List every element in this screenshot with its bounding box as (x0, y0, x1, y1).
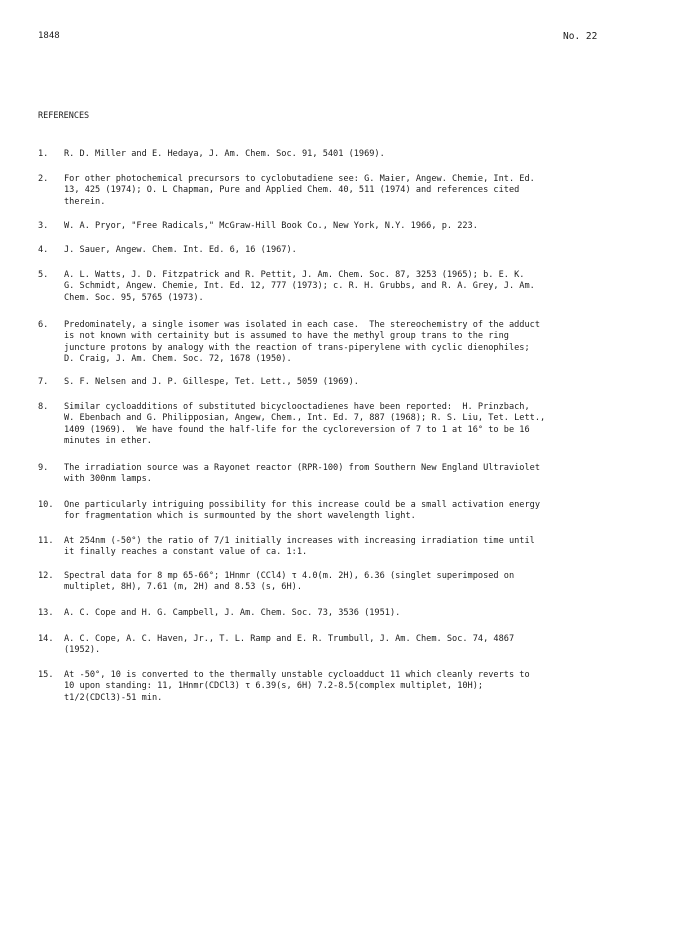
reference-text (64, 571, 638, 594)
reference-number: 7. (38, 377, 49, 387)
reference-text (64, 377, 638, 388)
reference-item (38, 670, 638, 704)
reference-line: is not known with certainity but is assumed to have the methyl group trans to the ring (64, 331, 509, 342)
reference-line: G. Schmidt, Angew. Chemie, Int. Ed. 12, 777 (1973); c. R. H. Grubbs, and R. A. Grey, J. Am. (64, 281, 535, 292)
reference-number: 11. (38, 536, 54, 546)
reference-text (64, 536, 638, 559)
reference-item (38, 608, 638, 619)
reference-number: 14. (38, 634, 54, 644)
reference-number: 9. (38, 463, 49, 473)
reference-line: J. Sauer, Angew. Chem. Int. Ed. 6, 16 (1967). (64, 245, 297, 255)
reference-line: it finally reaches a constant value of ca. 1:1. (64, 547, 308, 558)
reference-line: 1409 (1969). We have found the half-life for the cycloreversion of 7 to 1 at 16° to be 16 (64, 424, 530, 435)
reference-line: W. Ebenbach and G. Philipposian, Angew, Chem., Int. Ed. 7, 887 (1968); R. S. Liu, Tet. Lett., (64, 413, 546, 424)
reference-text (64, 174, 638, 208)
references-heading: REFERENCES (38, 111, 90, 121)
reference-line: 13, 425 (1974); O. L Chapman, Pure and Applied Chem. 40, 511 (1974) and references cited (64, 185, 520, 196)
reference-line: S. F. Nelsen and J. P. Gillespe, Tet. Lett., 5059 (1969). (64, 377, 359, 387)
reference-line: A. L. Watts, J. D. Fitzpatrick and R. Pettit, J. Am. Chem. Soc. 87, 3253 (1965); b. E. K. (64, 270, 525, 280)
reference-line: (1952). (64, 645, 101, 656)
reference-line: with 300nm lamps. (64, 474, 152, 485)
reference-item (38, 221, 638, 232)
reference-text (64, 149, 638, 160)
reference-item (38, 149, 638, 160)
reference-text (64, 500, 638, 523)
reference-item (38, 320, 638, 366)
reference-line: For other photochemical precursors to cyclobutadiene see: G. Maier, Angew. Chemie, Int. Ed. (64, 174, 535, 184)
reference-number: 13. (38, 608, 54, 618)
reference-text (64, 608, 638, 619)
page-number: 1848 (38, 31, 60, 41)
reference-line: minutes in ether. (64, 436, 152, 447)
reference-item (38, 377, 638, 388)
reference-text (64, 245, 638, 256)
reference-line: Chem. Soc. 95, 5765 (1973). (64, 292, 204, 303)
reference-line: Predominately, a single isomer was isolated in each case. The stereochemistry of the adduct (64, 320, 540, 330)
reference-text (64, 670, 638, 704)
reference-line: At 254nm (-50°) the ratio of 7/1 initially increases with increasing irradiation time until (64, 536, 535, 546)
reference-line: At -50°, 10 is converted to the thermally unstable cycloadduct 11 which cleanly reverts to (64, 670, 530, 680)
reference-item (38, 500, 638, 523)
reference-line: Similar cycloadditions of substituted bicyclooctadienes have been reported: H. Prinzbach, (64, 402, 530, 412)
reference-line: R. D. Miller and E. Hedaya, J. Am. Chem. Soc. 91, 5401 (1969). (64, 149, 385, 159)
reference-number: 5. (38, 270, 49, 280)
reference-text (64, 270, 638, 304)
reference-text (64, 634, 638, 657)
reference-item (38, 174, 638, 208)
reference-text (64, 221, 638, 232)
reference-item (38, 245, 638, 256)
reference-item (38, 270, 638, 304)
reference-line: for fragmentation which is surmounted by the short wavelength light. (64, 511, 416, 522)
reference-line: D. Craig, J. Am. Chem. Soc. 72, 1678 (1950). (64, 354, 292, 365)
reference-number: 10. (38, 500, 54, 510)
reference-line: A. C. Cope, A. C. Haven, Jr., T. L. Ramp and E. R. Trumbull, J. Am. Chem. Soc. 74, 4867 (64, 634, 515, 644)
reference-line: multiplet, 8H), 7.61 (m, 2H) and 8.53 (s, 6H). (64, 582, 302, 593)
reference-number: 8. (38, 402, 49, 412)
reference-item (38, 536, 638, 559)
reference-item (38, 634, 638, 657)
reference-line: 10 upon standing: 11, 1Hnmr(CDCl3) τ 6.39(s, 6H) 7.2-8.5(complex multiplet, 10H); (64, 681, 484, 692)
reference-line: The irradiation source was a Rayonet reactor (RPR-100) from Southern New England Ultraviolet (64, 463, 540, 473)
reference-line: juncture protons by analogy with the reaction of trans-piperylene with cyclic dienophiles; (64, 342, 530, 353)
reference-line: therein. (64, 196, 106, 207)
reference-line: A. C. Cope and H. G. Campbell, J. Am. Chem. Soc. 73, 3536 (1951). (64, 608, 401, 618)
reference-line: One particularly intriguing possibility for this increase could be a small activation energy (64, 500, 540, 510)
reference-number: 15. (38, 670, 54, 680)
reference-item (38, 571, 638, 594)
reference-item (38, 463, 638, 486)
reference-item (38, 402, 638, 448)
reference-text (64, 320, 638, 366)
reference-number: 2. (38, 174, 49, 184)
reference-number: 3. (38, 221, 49, 231)
reference-number: 4. (38, 245, 49, 255)
journal-issue-number: No. 22 (563, 31, 598, 42)
reference-number: 6. (38, 320, 49, 330)
reference-line: W. A. Pryor, "Free Radicals," McGraw-Hill Book Co., New York, N.Y. 1966, p. 223. (64, 221, 478, 231)
reference-text (64, 402, 638, 448)
reference-number: 1. (38, 149, 49, 159)
reference-text (64, 463, 638, 486)
reference-number: 12. (38, 571, 54, 581)
reference-line: Spectral data for 8 mp 65-66°; 1Hnmr (CCl4) τ 4.0(m. 2H), 6.36 (singlet superimposed on (64, 571, 515, 581)
reference-line: t1/2(CDCl3)-51 min. (64, 692, 163, 703)
